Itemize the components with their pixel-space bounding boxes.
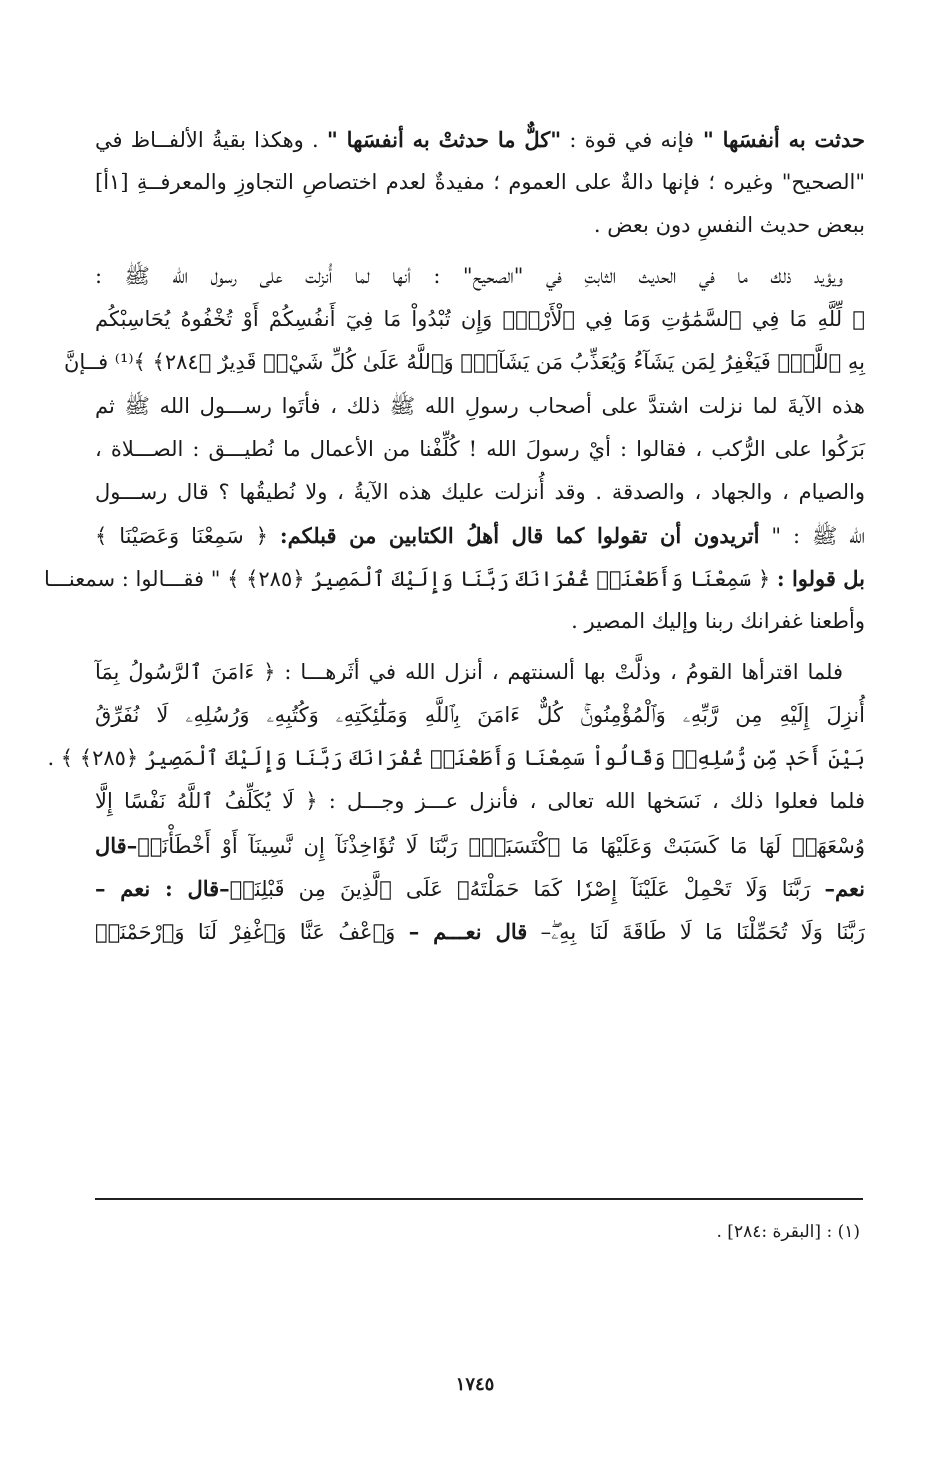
text-line-7 [95, 385, 865, 428]
text-segment: فلما فعلوا ذلك ، نَسَخها الله تعالى ، فأنزل عـــز وجـــل : ﴿ لَا يُكَلِّفُ ٱللَّهُ نَفْسًا إِلَّا [95, 789, 865, 814]
text-line-5 [95, 298, 865, 341]
text-segment: بَيْنَ أَحَدٖ مِّن رُّسُلِهِۦۚ وَقَالُواْ سَمِعْنَا وَأَطَعْنَاۖ غُفْرَانَكَ رَبَّنَا وَإِلَيْكَ ٱلْمَصِيرُ ﴿٢٨٥﴾ ﴾ . [47, 746, 865, 771]
bold-text-segment: –قال [95, 832, 138, 858]
text-segment: فلما اقترأها القومُ ، وذلَّتْ بها ألسنتهم ، أنزل الله في أثَرهـــا : ﴿ ءَامَنَ ٱلرَّسُولُ بِمَآ [95, 660, 843, 685]
paragraph-gap [95, 247, 865, 255]
text-line-10 [95, 514, 865, 557]
text-segment: الله ﷺ : " [759, 523, 865, 548]
text-segment: أُنزِلَ إِلَيْهِ مِن رَّبِّهِۦ وَٱلْمُؤْمِنُونَۚ كُلٌّ ءَامَنَ بِٱللَّهِ وَمَلَٰٓئِكَتِهِۦ وَكُتُبِهِۦ وَرُسُلِهِۦ لَا نُفَرِّقُ [95, 703, 865, 728]
footnote-divider [95, 1198, 863, 1200]
text-segment: بَرَكُوا على الرُّكب ، فقالوا : أيْ رسولَ الله ! كُلِّفْنا من الأعمال ما نُطيـــق : الصـــلاة ، [95, 436, 865, 461]
text-segment: هذه الآيةَ لما نزلت اشتدَّ على أصحاب رسولِ الله ﷺ ذلك ، فأتَوا رســـول الله ﷺ ثم [95, 393, 865, 418]
bold-text-segment: حدثت به أنفسَها " [694, 127, 866, 152]
text-line-16 [95, 780, 865, 823]
text-line-9 [95, 471, 865, 514]
paragraph-gap [95, 643, 865, 651]
text-line-14 [95, 694, 865, 737]
text-segment: ﴿ سَمِعْنَا وَعَصَيْنَا ﴾ [95, 523, 280, 548]
text-segment: والصيام ، والجهاد ، والصدقة . وقد أُنزلت عليك هذه الآيةُ ، ولا نُطيقُها ؟ قال رســـول [95, 479, 865, 504]
text-segment: . وهكذا بقيةُ الألفــاظ في [95, 128, 327, 152]
text-segment: رَبَّنَا وَلَا تُحَمِّلْنَا مَا لَا طَاقَةَ لَنَا بِهِۦۖ– [527, 919, 865, 944]
bold-text-segment: "كلٌّ ما حدثتْ به أنفسَها " [326, 127, 562, 152]
text-segment: وأطعنا غفرانك ربنا وإليك المصير . [571, 609, 865, 634]
text-line-18 [95, 867, 865, 910]
bold-text-segment: قال نعـــم – [408, 918, 528, 944]
footnote: (١) : [البقرة :٢٨٤] . [716, 1222, 860, 1242]
text-segment: ﴿ سَمِعْنَا وَأَطَعْنَاۖ غُفْرَانَكَ رَبَّنَا وَإِلَيْكَ ٱلْمَصِيرُ ﴿٢٨٥﴾ ﴾ " فقـــالوا : سمعنـــا [44, 566, 777, 591]
text-segment: فإنه في قوة : [561, 128, 695, 152]
text-line-15 [47, 737, 865, 780]
page-number: ١٧٤٥ [455, 1374, 495, 1395]
text-segment: ويؤيد ذلك ما في الحديث الثابتِ في "الصحيح" : أنها لما أُنزلت على رسول الله ﷺ : [95, 264, 843, 289]
text-line-6 [63, 341, 865, 384]
text-segment: ببعض حديث النفسِ دون بعض . [593, 213, 865, 238]
text-segment: وُسْعَهَاۚ لَهَا مَا كَسَبَتْ وَعَلَيْهَا مَا ٱكْتَسَبَتْۗ رَبَّنَا لَا تُؤَاخِذْنَآ إِن نَّسِينَآ أَوْ أَخْطَأْنَاۚ [137, 833, 865, 858]
bold-text-segment: نعم– [824, 875, 865, 901]
text-segment: ﴿ لِّلَّهِ مَا فِي ٱلسَّمَٰوَٰتِ وَمَا فِي ٱلْأَرْضِۗ وَإِن تُبْدُواْ مَا فِيٓ أَنفُسِكُمْ أَوْ تُخْفُوهُ يُحَاسِبْكُم [95, 307, 865, 332]
text-line-3 [95, 204, 865, 247]
text-segment: "الصحيح" وغيره ؛ فإنها دالةٌ على العموم ؛ مفيدةٌ لعدم اختصاصِ التجاوزِ والمعرفــةِ [١أ] [95, 170, 865, 195]
text-segment: بِهِ ٱللَّهُۖ فَيَغْفِرُ لِمَن يَشَآءُ وَيُعَذِّبُ مَن يَشَآءُۗ وَٱللَّهُ عَلَىٰ كُلِّ شَيْءٖ قَدِيرٌ ﴿٢٨٤﴾ ﴾⁽¹⁾ فــإنَّ [63, 350, 865, 375]
text-line-13 [95, 651, 865, 694]
text-line-2 [95, 161, 865, 204]
text-line-8 [95, 428, 865, 471]
bold-text-segment: –قال : نعم – [95, 875, 230, 901]
bold-text-segment: بل قولوا : [776, 565, 865, 591]
page-body [44, 118, 866, 953]
text-line-17 [95, 824, 865, 867]
text-segment: رَبَّنَا وَلَا تَحْمِلْ عَلَيْنَآ إِصْرٗا كَمَا حَمَلْتَهُۥ عَلَى ٱلَّذِينَ مِن قَبْلِنَاۚ [229, 876, 825, 901]
bold-text-segment: أتريدون أن تقولوا كما قال أهلُ الكتابين من قبلكم: [279, 522, 760, 548]
text-line-1 [95, 118, 865, 161]
text-line-11 [44, 557, 865, 600]
text-segment: وَٱعْفُ عَنَّا وَٱغْفِرْ لَنَا وَٱرْحَمْنَآۚ [95, 919, 409, 944]
text-line-19 [95, 910, 865, 953]
text-line-12 [95, 600, 865, 643]
text-line-4 [95, 255, 865, 298]
